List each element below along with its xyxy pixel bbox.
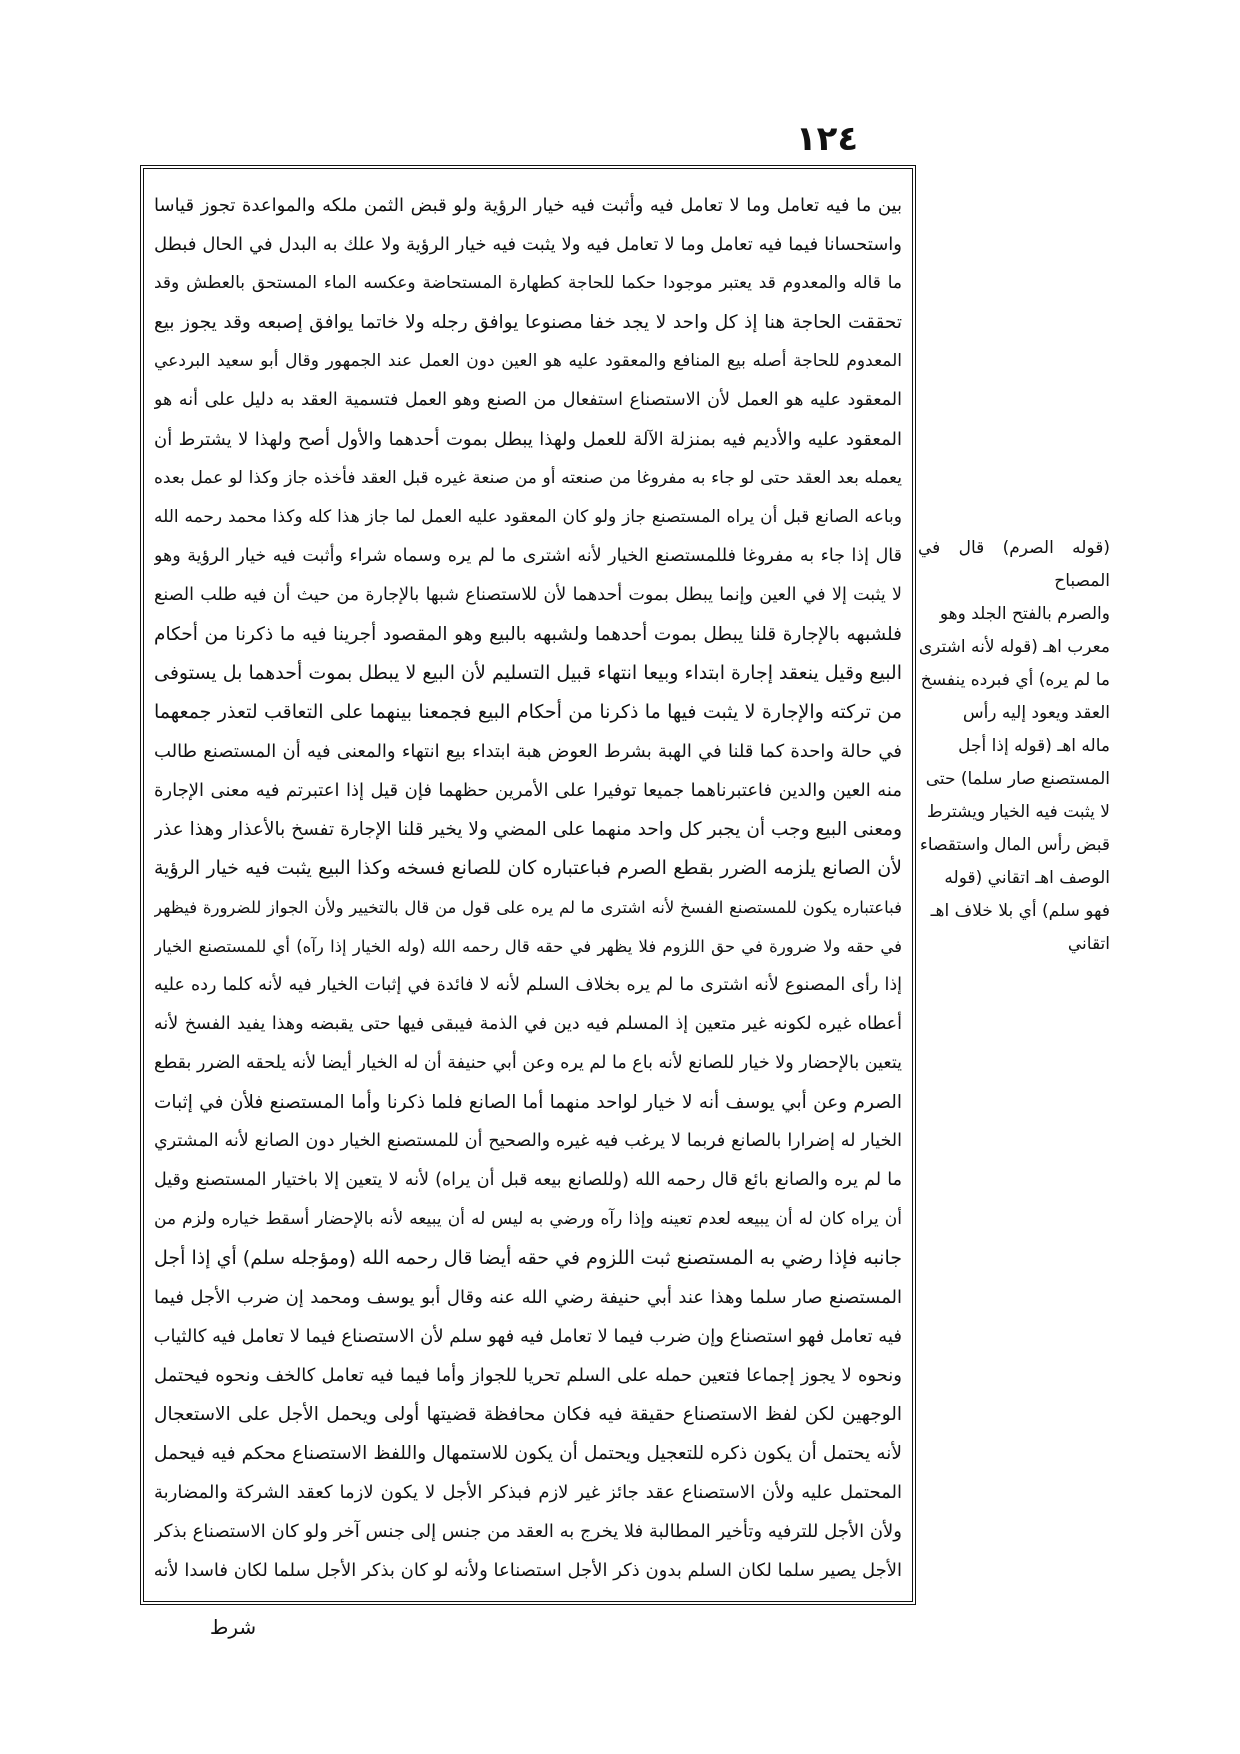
text-line: في حقه ولا ضرورة في حق اللزوم فلا يظهر في حقه قال رحمه الله (وله الخيار إذا رآه) أي للمستصنع الخيار [154, 937, 902, 956]
text-line: واستحسانا فيما فيه تعامل وما لا تعامل فيه ولا يثبت فيه خيار الرؤية ولا علك به البدل في الحال فبطل [154, 234, 902, 255]
text-line: فيه تعامل فهو استصناع وإن ضرب فيما لا تعامل فيه فهو سلم لأن الاستصناع فيما لا تعامل فيه كالثياب [154, 1326, 902, 1347]
text-line: المستصنع صار سلما وهذا عند أبي حنيفة رضي الله عنه وقال أبو يوسف ومحمد إن ضرب الأجل فيما [154, 1287, 902, 1308]
margin-note-line: الوصف اهـ اتقاني (قوله [944, 868, 1110, 888]
margin-note-line: (قوله الصرم) قال في المصباح [918, 538, 1110, 591]
margin-note-line: معرب اهـ (قوله لأنه اشترى [918, 637, 1110, 657]
text-line: جانبه فإذا رضي به المستصنع ثبت اللزوم في حقه أيضا قال رحمه الله (ومؤجله سلم) أي إذا أجل [154, 1247, 902, 1269]
page-number: ١٢٤ [795, 119, 859, 159]
margin-note-line: قبض رأس المال واستقصاء [919, 835, 1110, 855]
catchword: شرط [209, 1615, 257, 1639]
text-line: قال إذا جاء به مفروغا فللمستصنع الخيار لأنه اشترى ما لم يره وسماه شراء وأثبت فيه خيار الرؤية وهو [154, 546, 902, 566]
main-text-body [154, 186, 902, 1590]
text-line: يعمله بعد العقد حتى لو جاء به مفروغا من صنعته أو من صنعة غيره قبل العقد فأخذه جاز وكذا لو عمل بعده [154, 468, 902, 488]
text-line: ومعنى البيع وجب أن يجبر كل واحد منهما على المضي ولا يخير قلنا الإجارة تفسخ بالأعذار وهذا عذر [154, 819, 902, 840]
margin-note-line: المستصنع صار سلما) حتى [925, 769, 1110, 789]
text-line: تحققت الحاجة هنا إذ كل واحد لا يجد خفا مصنوعا يوافق رجله ولا خاتما يوافق إصبعه وقد يجوز بيع [154, 312, 902, 333]
margin-note-line: فهو سلم) أي بلا خلاف اهـ [930, 901, 1110, 921]
text-line: وباعه الصانع قبل أن يراه المستصنع جاز ولو كان المعقود عليه العمل لما جاز هذا كله وكذا محمد رحمه الله [154, 507, 902, 527]
text-line: الأجل يصير سلما لكان السلم بدون ذكر الأجل استصناعا ولأنه لو كان بذكر الأجل سلما لكان فاسدا لأنه [154, 1560, 902, 1581]
text-line: منه العين والدين فاعتبرناهما جميعا توفيرا على الأمرين حظهما فإن قيل إذا اعتبرتم فيه معنى الإجارة [154, 780, 902, 801]
text-line: ما قاله والمعدوم قد يعتبر موجودا حكما للحاجة كطهارة المستحاضة وعكسه الماء المستحق بالعطش وقد [154, 273, 902, 293]
text-line: الصرم وعن أبي يوسف أنه لا خيار لواحد منهما أما الصانع فلما ذكرنا وأما المستصنع فلأن في إثبات [154, 1092, 902, 1113]
margin-note-line: لا يثبت فيه الخيار ويشترط [926, 802, 1110, 822]
text-line: بين ما فيه تعامل وما لا تعامل فيه وأثبت فيه خيار الرؤية ولو قبض الثمن ملكه والمواعدة تجوز قياسا [154, 195, 902, 216]
text-line: المعدوم للحاجة أصله بيع المنافع والمعقود عليه هو العين دون العمل عند الجمهور وقال أبو سعيد البردعي [154, 351, 902, 371]
text-line: من تركته والإجارة لا يثبت فيها ما ذكرنا من أحكام البيع فجمعنا بينهما على التعاقب لتعذر جمعهما [154, 701, 902, 723]
text-line: لأنه يحتمل أن يكون ذكره للتعجيل ويحتمل أن يكون للاستمهال واللفظ الاستصناع محكم فيه فيحمل [154, 1443, 902, 1464]
text-line: المحتمل عليه ولأن الاستصناع عقد جائز غير لازم فبذكر الأجل لا يكون لازما كعقد الشركة والمضاربة [154, 1482, 902, 1503]
text-line: الخيار له إضرارا بالصانع فربما لا يرغب فيه غيره والصحيح أن للمستصنع الخيار دون الصانع لأنه المشتري [154, 1131, 902, 1151]
text-line: لا يثبت إلا في العين وإنما يبطل بموت أحدهما لأن للاستصناع شبها بالإجارة من حيث أن فيه طلب الصنع [154, 585, 902, 605]
text-line: أعطاه غيره لكونه غير متعين إذ المسلم فيه دين في الذمة فيبقى فيها حتى يقبضه وهذا يفيد الفسخ لأنه [154, 1014, 902, 1034]
text-line: يتعين بالإحضار ولا خيار للصانع لأنه باع ما لم يره وعن أبي حنيفة أن له الخيار أيضا لأنه يلحقه الضرر بقطع [154, 1053, 902, 1073]
text-line: ما لم يره والصانع بائع قال رحمه الله (وللصانع بيعه قبل أن يراه) لأنه لا يتعين إلا باختيار المستصنع وقيل [154, 1170, 902, 1190]
text-line: فلشبهه بالإجارة قلنا يبطل بموت أحدهما ولشبهه بالبيع وهو المقصود أجرينا فيه ما ذكرنا من أحكام [154, 624, 902, 645]
text-line: أن يراه كان له أن يبيعه لعدم تعينه وإذا رآه ورضي به ليس له أن يبيعه لأنه بالإحضار أسقط خياره ولزم من [154, 1209, 902, 1229]
text-line: فباعتباره يكون للمستصنع الفسخ لأنه اشترى ما لم يره على قول من قال بالتخيير ولأن الجواز للضرورة فيظهر [154, 898, 902, 917]
margin-note-line: ما لم يره) أي فبرده ينفسخ [920, 670, 1110, 690]
text-line: المعقود عليه هو العمل لأن الاستصناع استفعال من الصنع وهو العمل فتسمية العقد به دليل على أنه هو [154, 390, 902, 410]
margin-note-line: والصرم بالفتح الجلد وهو [939, 604, 1110, 624]
margin-note-line: اتقاني [1067, 934, 1110, 954]
text-line: إذا رأى المصنوع لأنه اشترى ما لم يره بخلاف السلم لأنه لا فائدة في إثبات الخيار فيه لأنه كلما رده عليه [154, 975, 902, 995]
text-line: ونحوه لا يجوز إجماعا فتعين حمله على السلم تحريا للجواز وأما فيما فيه تعامل كالخف ونحوه فيحتمل [154, 1365, 902, 1386]
margin-note-line: ماله اهـ (قوله إذا أجل [958, 736, 1110, 756]
text-line: لأن الصانع يلزمه الضرر بقطع الصرم فباعتباره كان للصانع فسخه وكذا البيع يثبت فيه خيار الرؤية [154, 857, 902, 879]
margin-note [918, 532, 1110, 961]
text-line: في حالة واحدة كما قلنا في الهبة بشرط العوض هبة ابتداء بيع انتهاء والمعنى فيه أن المستصنع طالب [154, 741, 902, 762]
text-line: المعقود عليه والأديم فيه بمنزلة الآلة للعمل ولهذا يبطل بموت أحدهما والأول أصح ولهذا لا يشترط أن [154, 429, 902, 450]
margin-note-line: العقد ويعود إليه رأس [962, 703, 1110, 723]
text-line: البيع وقيل ينعقد إجارة ابتداء وبيعا انتهاء قبيل التسليم لأن البيع لا يبطل بموت أحدهما بل يستوفى [154, 662, 902, 684]
text-line: الوجهين لكن لفظ الاستصناع حقيقة فيه فكان محافظة قضيتها أولى ويحمل الأجل على الاستعجال [154, 1404, 902, 1425]
text-line: ولأن الأجل للترفيه وتأخير المطالبة فلا يخرج به العقد من جنس إلى جنس آخر ولو كان الاستصناع بذكر [154, 1521, 902, 1542]
